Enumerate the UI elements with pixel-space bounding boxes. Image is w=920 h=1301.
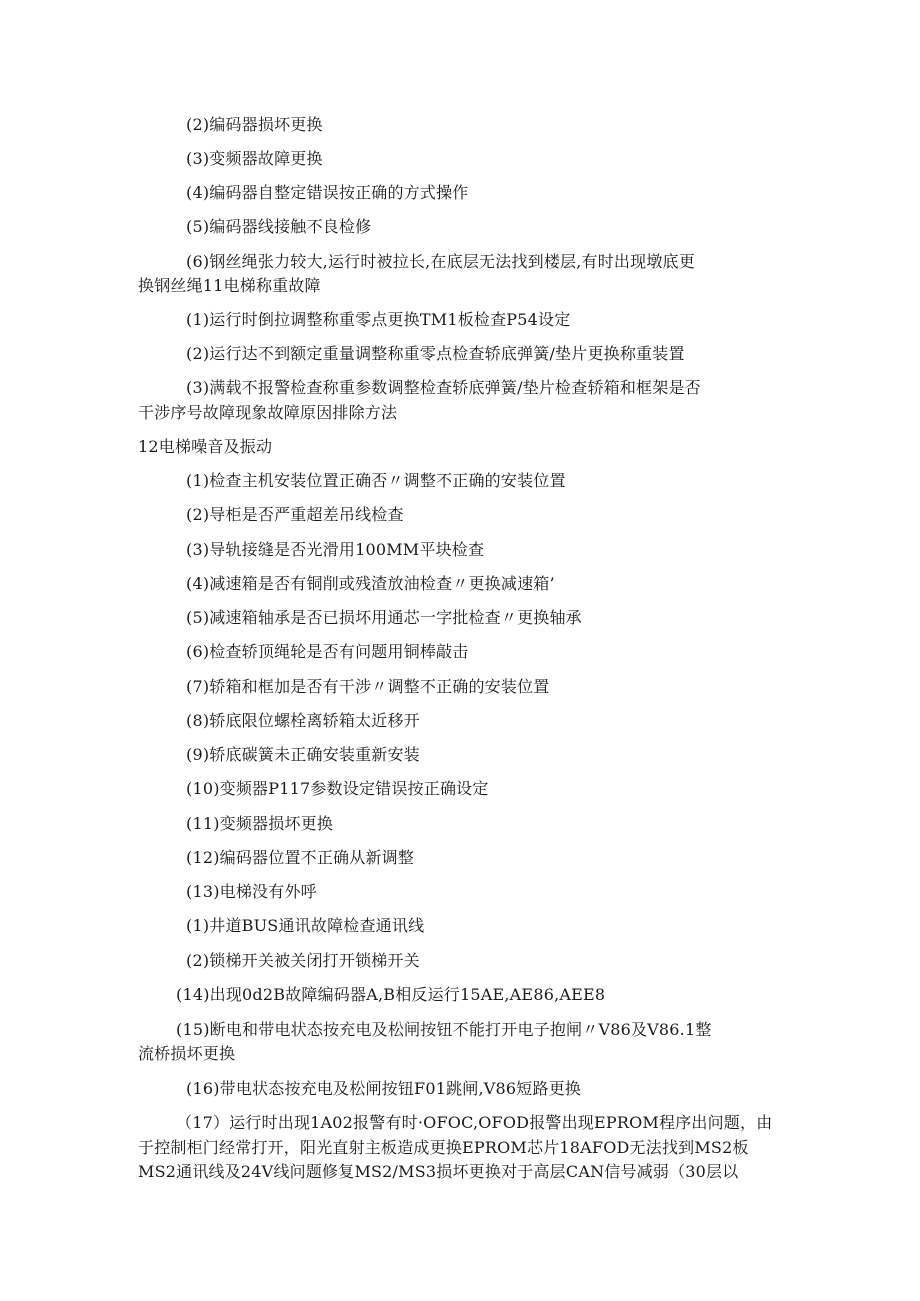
text-line: (6)钢丝绳张力较大,运行时被拉长,在底层无法找到楼层,有时出现墩底更 [186, 252, 695, 271]
text-line: (12)编码器位置不正确从新调整 [186, 848, 415, 867]
text-line: (5)编码器线接触不良检修 [186, 217, 372, 236]
text-line: 干涉序号故障现象故障原因排除方法 [138, 403, 398, 422]
text-line: (2)运行达不到额定重量调整称重零点检查轿底弹簧/垫片更换称重装置 [186, 344, 685, 363]
text-line: (2)锁梯开关被关闭打开锁梯开关 [186, 951, 420, 970]
text-line: (3)满载不报警检查称重参数调整检查轿底弹簧/垫片检查轿箱和框架是否 [186, 378, 701, 397]
text-line: (2)导柜是否严重超差吊线检查 [186, 505, 404, 524]
text-line: (9)轿底碳簧未正确安装重新安装 [186, 745, 420, 764]
text-line: (3)变频器故障更换 [186, 149, 323, 168]
text-line: (3)导轨接缝是否光滑用100MM平块检查 [186, 540, 485, 559]
text-line: 于控制柜门经常打开，阳光直射主板造成更换EPROM芯片18AFOD无法找到MS2板 [138, 1138, 749, 1157]
text-line: (1)井道BUS通讯故障检查通讯线 [186, 916, 425, 935]
text-line: MS2通讯线及24V线问题修复MS2/MS3损坏更换对于高层CAN信号减弱（30层以 [138, 1162, 739, 1181]
text-line: (14)出现0d2B故障编码器A,B相反运行15AE,AE86,AEE8 [176, 985, 606, 1004]
text-line: (10)变频器P117参数设定错误按正确设定 [186, 779, 489, 798]
text-line: (2)编码器损坏更换 [186, 115, 323, 134]
text-line: 流桥损坏更换 [138, 1044, 236, 1063]
text-line: (7)轿箱和框加是否有干涉〃调整不正确的安装位置 [186, 677, 550, 696]
text-line: 换钢丝绳11电梯称重故障 [138, 276, 321, 295]
text-line: (15)断电和带电状态按充电及松闸按钮不能打开电子抱闸〃V86及V86.1整 [176, 1020, 712, 1039]
text-line: (1)检查主机安装位置正确否〃调整不正确的安装位置 [186, 471, 566, 490]
text-line: (1)运行时倒拉调整称重零点更换TM1板检查P54设定 [186, 310, 571, 329]
text-line: (16)带电状态按充电及松闸按钮F01跳闸,V86短路更换 [186, 1079, 582, 1098]
text-line: (13)电梯没有外呼 [186, 882, 317, 901]
text-line: （17）运行时出现1A02报警有时·OFOC,OFOD报警出现EPROM程序出问题，由 [176, 1113, 773, 1132]
text-line: (5)减速箱轴承是否已损坏用通芯一字批检查〃更换轴承 [186, 608, 582, 627]
text-line: (8)轿底限位螺栓离轿箱太近移开 [186, 711, 420, 730]
text-line: (4)减速箱是否有铜削或残渣放油检查〃更换减速箱’ [186, 574, 555, 593]
section-heading: 12电梯噪音及振动 [138, 437, 273, 456]
text-line: (11)变频器损坏更换 [186, 814, 334, 833]
text-line: (6)检查轿顶绳轮是否有问题用铜棒敲击 [186, 642, 469, 661]
text-line: (4)编码器自整定错误按正确的方式操作 [186, 183, 469, 202]
